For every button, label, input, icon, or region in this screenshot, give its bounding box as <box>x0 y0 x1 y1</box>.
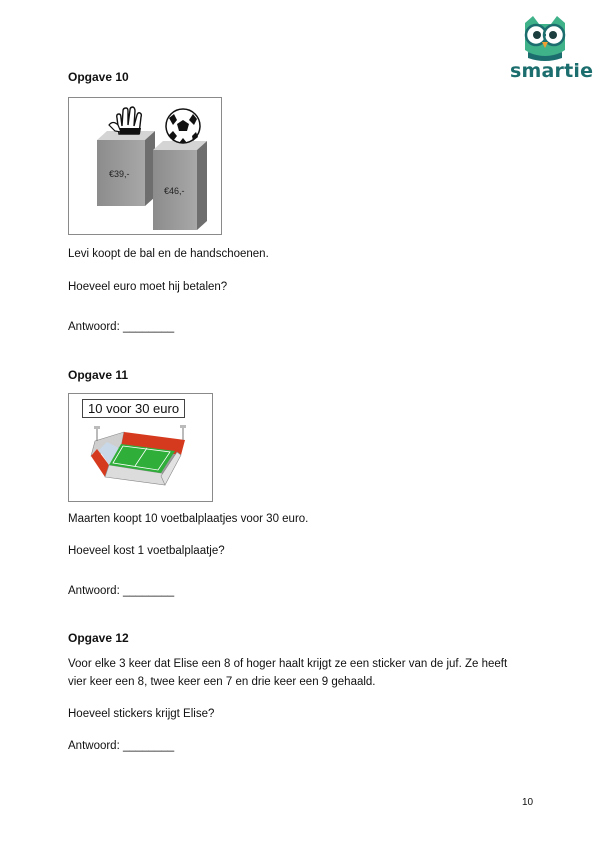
exercise-10-image <box>68 97 222 235</box>
page-number: 10 <box>522 797 534 808</box>
exercise-12-answer-field[interactable]: Antwoord: ________ <box>68 740 175 752</box>
exercise-11-statement: Maarten koopt 10 voetbalplaatjes voor 30 euro. <box>68 513 309 525</box>
owl-logo-icon <box>506 14 584 62</box>
goalkeeper-glove-icon <box>109 107 141 134</box>
promo-label: 10 voor 30 euro <box>82 399 185 418</box>
exercise-11-title: Opgave 11 <box>68 368 129 382</box>
exercise-10-title: Opgave 10 <box>68 70 129 84</box>
exercise-10-statement: Levi koopt de bal en de handschoenen. <box>68 248 269 260</box>
exercise-10-question: Hoeveel euro moet hij betalen? <box>68 281 228 293</box>
exercise-11-question: Hoeveel kost 1 voetbalplaatje? <box>68 545 225 557</box>
price-pedestals-illustration <box>69 98 221 234</box>
price-label-ball: €46,- <box>164 186 185 196</box>
price-label-gloves: €39,- <box>109 169 130 179</box>
brand-name: smartie <box>510 60 594 82</box>
stadium-icon <box>69 394 212 501</box>
exercise-10-answer-field[interactable]: Antwoord: ________ <box>68 321 175 333</box>
exercise-12-question: Hoeveel stickers krijgt Elise? <box>68 708 215 720</box>
brand-logo <box>506 14 594 86</box>
exercise-12-title: Opgave 12 <box>68 631 129 645</box>
exercise-12-statement: Voor elke 3 keer dat Elise een 8 of hoger haalt krijgt ze een sticker van de juf. Ze heeft vier keer een 8, twee keer een 7 en drie keer een 9 gehaald. <box>68 658 508 688</box>
exercise-11-answer-field[interactable]: Antwoord: ________ <box>68 585 175 597</box>
soccer-ball-icon <box>166 109 200 143</box>
exercise-11-image <box>68 393 213 502</box>
